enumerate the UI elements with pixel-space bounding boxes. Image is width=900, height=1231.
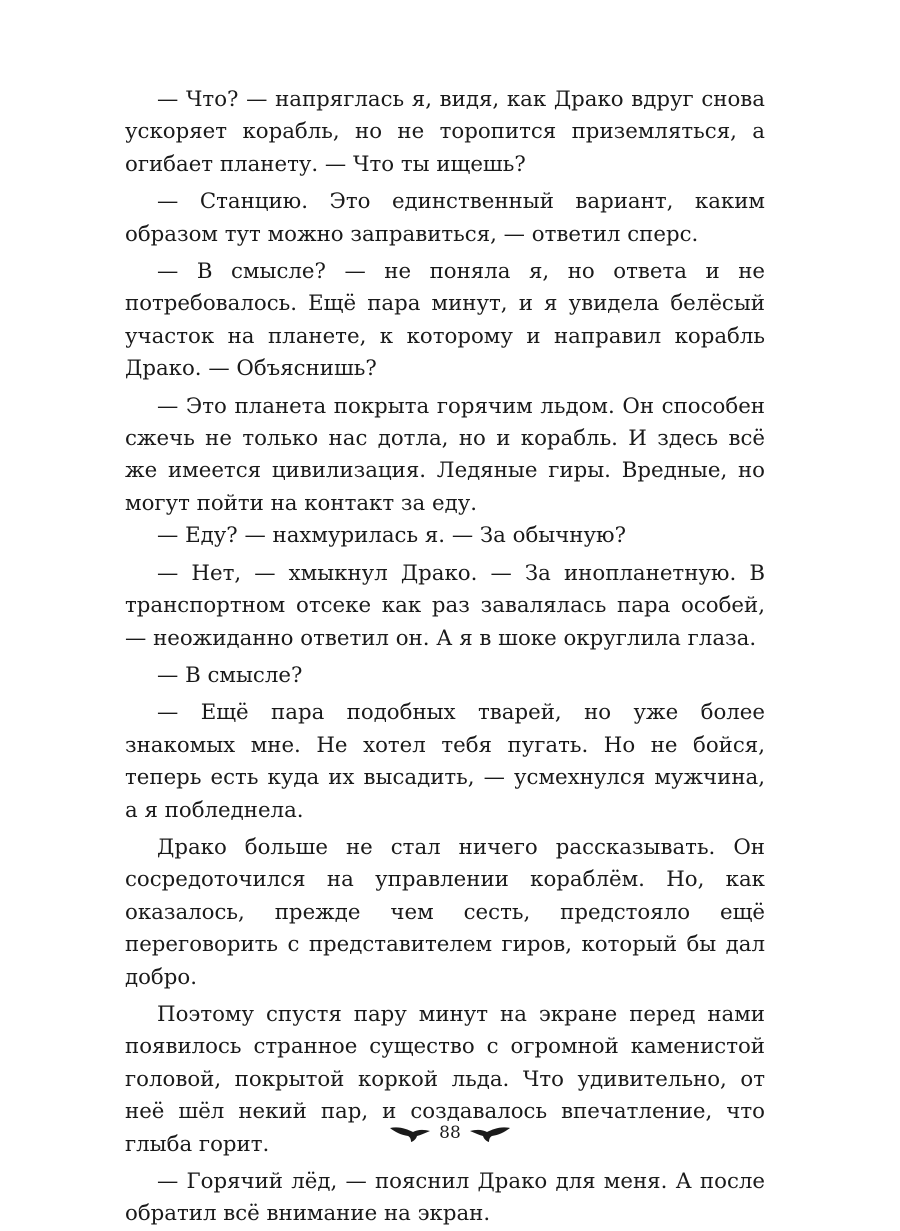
paragraph: Драко больше не стал ничего рассказывать. Он сосредоточился на управлении кораблём. Но, как оказалось, прежде чем сесть, предстояло ещё переговорить с представителем гиров, который бы дал добро.	[125, 834, 765, 990]
bird-ornament-left-icon	[389, 1123, 431, 1143]
page-number: 88	[439, 1123, 461, 1143]
paragraph: — Станцию. Это единственный вариант, каким образом тут можно заправиться, — ответил сперс.	[125, 189, 765, 247]
page-footer	[0, 1116, 900, 1150]
paragraph: — Что? — напряглась я, видя, как Драко вдруг снова ускоряет корабль, но не торопится приземляться, а огибает планету. — Что ты ищешь?	[125, 87, 765, 177]
paragraph: — В смысле?	[157, 662, 303, 688]
paragraph: — Нет, — хмыкнул Драко. — За инопланетную. В транспортном отсеке как раз завалялась пара особей, — неожиданно ответил он. А я в шоке округлила глаза.	[125, 560, 765, 651]
paragraph: — Ещё пара подобных тварей, но уже более знакомых мне. Не хотел тебя пугать. Но не бойся, теперь есть куда их высадить, — усмехнулся мужчина, а я побледнела.	[125, 700, 765, 823]
page-body	[125, 84, 765, 1231]
paragraph: — Еду? — нахмурилась я. — За обычную?	[157, 523, 626, 549]
paragraph: Поэтому спустя пару минут на экране перед нами появилось странное существо с огромной каменистой головой, покрытой коркой льда. Что удивительно, от неё шёл некий пар, и создавалось впечатление, что глыба горит.	[125, 1001, 765, 1157]
paragraph: — В смысле? — не поняла я, но ответа и не потребовалось. Ещё пара минут, и я увидела белёсый участок на планете, к которому и направил корабль Драко. — Объяснишь?	[125, 259, 765, 382]
paragraph: — Это планета покрыта горячим льдом. Он способен сжечь не только нас дотла, но и корабль. И здесь всё же имеется цивилизация. Ледяные гиры. Вредные, но могут пойти на контакт за еду.	[125, 393, 765, 516]
bird-ornament-right-icon	[469, 1123, 511, 1143]
paragraph: — Горячий лёд, — пояснил Драко для меня. А после обратил всё внимание на экран.	[125, 1169, 765, 1227]
